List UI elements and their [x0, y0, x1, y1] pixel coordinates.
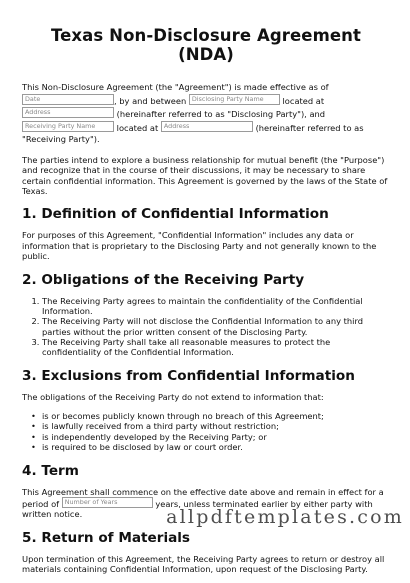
purpose-paragraph: The parties intend to explore a business relationship for mutual benefit (the "Purpose") and recognize that in the course of their discussions, it may be necessary to share certain confidential information. This Agreement is governed by the laws of the State of Texas. — [22, 155, 388, 197]
list-item: • is lawfully received from a third party without restriction; — [42, 421, 390, 431]
intro-paragraph — [22, 82, 390, 146]
list-item: • is required to be disclosed by law or court order. — [42, 442, 390, 452]
document-title: Texas Non-Disclosure Agreement (NDA) — [50, 26, 362, 64]
list-item: 1. The Receiving Party agrees to maintain the confidentiality of the Confidential Information. — [42, 296, 390, 317]
section-2-heading: 2. Obligations of the Receiving Party — [22, 271, 305, 288]
intro-text-3: located at — [282, 95, 325, 106]
section-5-heading: 5. Return of Materials — [22, 529, 191, 546]
list-item: • is independently developed by the Receiving Party; or — [42, 432, 390, 442]
list-item: • is or becomes publicly known through no breach of this Agreement; — [42, 411, 390, 421]
section-1-text: For purposes of this Agreement, "Confidential Information" includes any data or information that is proprietary to the Disclosing Party and not generally known to the public. — [22, 230, 377, 262]
term-text-1: This Agreement shall commence on the effective date above and remain in effect for a period of — [22, 486, 384, 509]
section-3-text: The obligations of the Receiving Party do not extend to information that: — [22, 391, 324, 402]
section-3-heading: 3. Exclusions from Confidential Information — [22, 367, 355, 384]
disclosing-party-name-field[interactable]: Disclosing Party Name — [189, 94, 280, 105]
obligations-list — [22, 296, 390, 358]
receiving-address-field[interactable]: Address — [161, 121, 253, 132]
term-text-2: years, unless terminated earlier by either party with written notice. — [22, 498, 373, 520]
intro-text-2: , by and between — [114, 95, 187, 106]
date-field[interactable]: Date — [22, 94, 114, 105]
watermark: allpdftemplates.com — [166, 506, 404, 528]
intro-text-5: located at — [116, 122, 159, 133]
intro-text-4: (hereinafter referred to as "Disclosing Party"), and — [116, 109, 326, 120]
document-page — [22, 26, 390, 583]
list-item: 2. The Receiving Party will not disclose the Confidential Information to any third parties without the prior written consent of the Disclosing Party. — [42, 316, 390, 337]
number-of-years-field[interactable]: Number of Years — [62, 497, 153, 508]
intro-text-6: (hereinafter referred to as "Receiving Party"). — [22, 122, 364, 145]
receiving-party-name-field[interactable]: Receiving Party Name — [22, 121, 114, 132]
disclosing-address-field[interactable]: Address — [22, 107, 114, 118]
intro-text-1: This Non-Disclosure Agreement (the "Agreement") is made effective as of — [22, 82, 329, 92]
list-item: 3. The Receiving Party shall take all reasonable measures to protect the confidentiality of the Confidential Information. — [42, 337, 390, 358]
section-5-text: Upon termination of this Agreement, the Receiving Party agrees to return or destroy all materials containing Confidential Information, upon request of the Disclosing Party. — [22, 553, 385, 574]
exclusions-list — [22, 411, 390, 452]
section-4-heading: 4. Term — [22, 462, 79, 479]
section-1-heading: 1. Definition of Confidential Information — [22, 206, 329, 223]
